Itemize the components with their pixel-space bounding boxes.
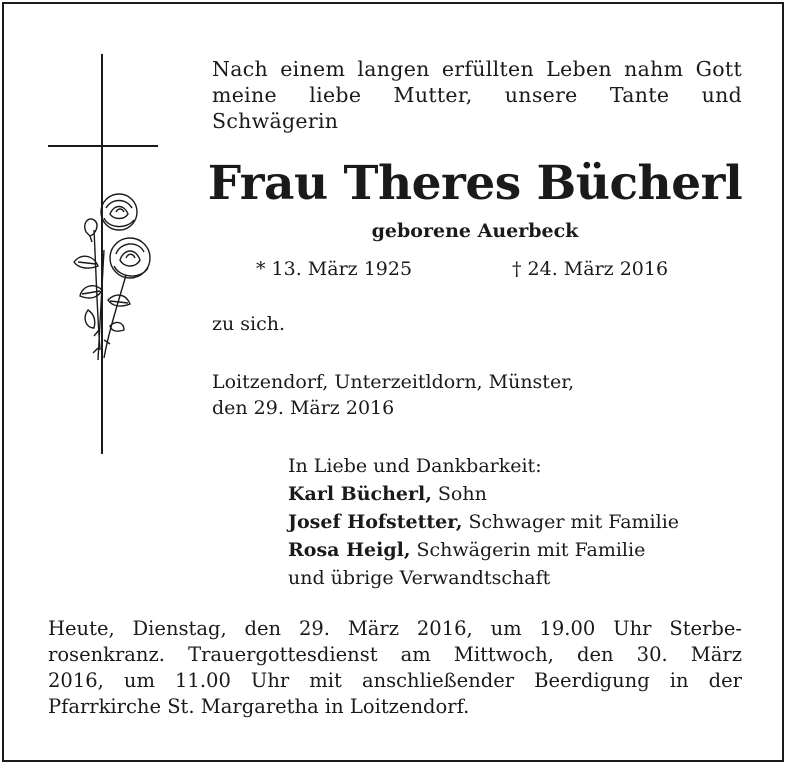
mourner-relation: Sohn bbox=[431, 483, 487, 505]
service-line: Heute, Dienstag, den 29. März 2016, um 19.00 Uhr Sterbe- bbox=[48, 617, 742, 640]
mourners-list bbox=[288, 452, 679, 592]
place-line: Loitzendorf, Unterzeitldorn, Münster, bbox=[212, 371, 575, 393]
mourner-entry bbox=[288, 480, 679, 508]
intro-text: Nach einem langen erfüllten Leben nahm Gott meine liebe Mutter, unsere Tante und Schwägerin bbox=[212, 57, 742, 133]
birth-date: * 13. März 1925 bbox=[256, 258, 413, 280]
service-line: Pfarrkirche St. Margaretha in Loitzendorf. bbox=[48, 695, 470, 718]
service-line: 2016, um 11.00 Uhr mit anschließender Beerdigung in der bbox=[48, 669, 742, 692]
mourner-relation: Schwager mit Familie bbox=[462, 511, 680, 533]
date-line: den 29. März 2016 bbox=[212, 397, 395, 419]
mourners-others: und übrige Verwandtschaft bbox=[288, 567, 551, 589]
place-and-date bbox=[212, 369, 574, 421]
mourner-entry bbox=[288, 536, 679, 564]
mourner-name: Rosa Heigl, bbox=[288, 539, 411, 561]
roses-icon bbox=[64, 190, 154, 365]
mourner-relation: Schwägerin mit Familie bbox=[410, 539, 646, 561]
mourner-name: Josef Hofstetter, bbox=[288, 511, 463, 533]
service-notice bbox=[48, 616, 742, 720]
mourner-name: Karl Bücherl, bbox=[288, 483, 432, 505]
mourner-entry bbox=[288, 508, 679, 536]
deceased-name: Frau Theres Bücherl bbox=[207, 156, 743, 211]
closing-text: zu sich. bbox=[212, 313, 286, 335]
death-date: † 24. März 2016 bbox=[512, 258, 669, 280]
cross-horizontal-bar bbox=[48, 145, 158, 147]
maiden-name: geborene Auerbeck bbox=[371, 220, 579, 242]
service-line: rosenkranz. Trauergottesdienst am Mittwoch, den 30. März bbox=[48, 643, 742, 666]
mourners-heading: In Liebe und Dankbarkeit: bbox=[288, 455, 542, 477]
